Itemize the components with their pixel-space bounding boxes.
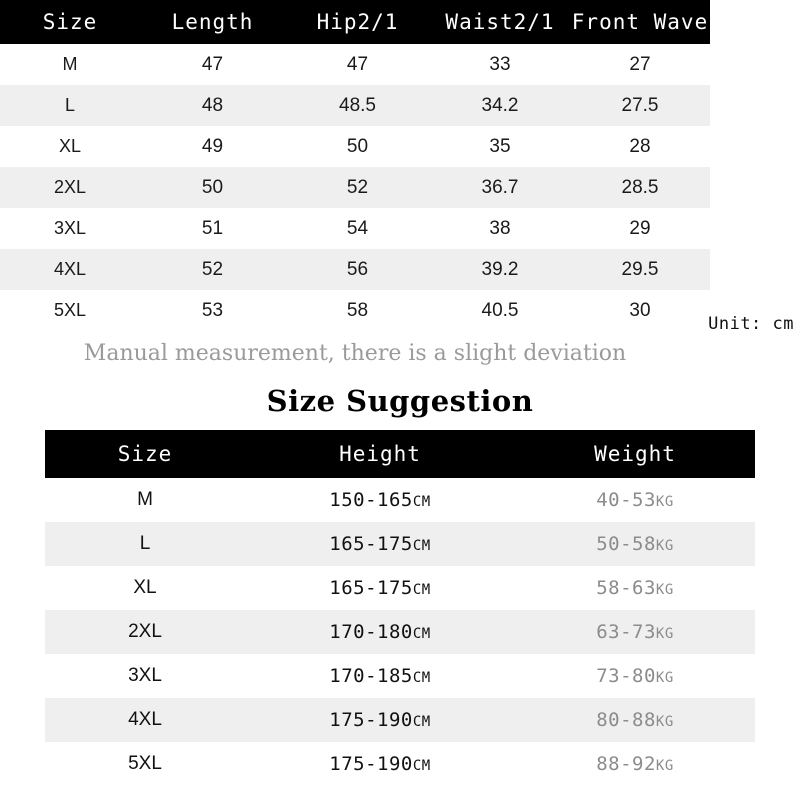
cell-waist: 38 [430,208,570,249]
cell-size: 4XL [45,698,245,742]
cell-waist: 34.2 [430,85,570,126]
cell-length: 52 [140,249,285,290]
cell-length: 50 [140,167,285,208]
height-value: 175-190 [329,709,413,731]
cell-waist: 33 [430,44,570,85]
table-row [45,654,755,698]
cell-waist: 39.2 [430,249,570,290]
cell-size: 3XL [0,208,140,249]
cell-hip: 47 [285,44,430,85]
column-header-height: Height [245,430,515,478]
cell-size: L [0,85,140,126]
column-header-hip: Hip2/1 [285,0,430,44]
weight-unit: KG [655,538,674,554]
height-unit: CM [412,538,431,554]
cell-size: XL [0,126,140,167]
height-value: 170-185 [329,665,413,687]
height-unit: CM [412,758,431,774]
size-table-header [0,0,710,44]
cell-size: 5XL [0,290,140,331]
table-row [45,698,755,742]
cell-weight [515,698,755,742]
column-header-waist: Waist2/1 [430,0,570,44]
page-title: Size Suggestion [266,384,534,418]
weight-value: 58-63 [596,577,656,599]
table-row [45,566,755,610]
size-suggestion-table [45,430,755,786]
cell-weight [515,478,755,522]
cell-height [245,654,515,698]
cell-height [245,742,515,786]
cell-hip: 52 [285,167,430,208]
size-measurements-table [0,0,710,331]
table-header-row [45,430,755,478]
cell-size: XL [45,566,245,610]
cell-front-wave: 29 [570,208,710,249]
cell-size: 4XL [0,249,140,290]
cell-weight [515,566,755,610]
cell-length: 48 [140,85,285,126]
cell-size: M [45,478,245,522]
weight-value: 50-58 [596,533,656,555]
cell-weight [515,610,755,654]
cell-length: 53 [140,290,285,331]
cell-front-wave: 28 [570,126,710,167]
table-row [0,167,710,208]
height-value: 170-180 [329,621,413,643]
weight-value: 88-92 [596,753,656,775]
cell-front-wave: 27 [570,44,710,85]
cell-size: 3XL [45,654,245,698]
cell-hip: 58 [285,290,430,331]
column-header-size: Size [45,430,245,478]
column-header-size: Size [0,0,140,44]
cell-length: 51 [140,208,285,249]
height-value: 150-165 [329,489,413,511]
column-header-weight: Weight [515,430,755,478]
cell-length: 49 [140,126,285,167]
height-unit: CM [412,494,431,510]
cell-front-wave: 30 [570,290,710,331]
cell-hip: 56 [285,249,430,290]
cell-size: 2XL [0,167,140,208]
table-row [45,742,755,786]
height-unit: CM [412,582,431,598]
weight-value: 63-73 [596,621,656,643]
column-header-front-wave: Front Wave [570,0,710,44]
cell-height [245,522,515,566]
table-row [0,249,710,290]
weight-unit: KG [655,582,674,598]
weight-unit: KG [655,494,674,510]
height-value: 165-175 [329,577,413,599]
table-header-row [0,0,710,44]
weight-unit: KG [655,714,674,730]
cell-weight [515,654,755,698]
suggestion-table-header [45,430,755,478]
height-unit: CM [412,626,431,642]
suggestion-table-body [45,478,755,786]
cell-waist: 35 [430,126,570,167]
cell-weight [515,522,755,566]
table-row [45,610,755,654]
cell-size: 5XL [45,742,245,786]
cell-waist: 36.7 [430,167,570,208]
cell-front-wave: 29.5 [570,249,710,290]
column-header-length: Length [140,0,285,44]
cell-size: L [45,522,245,566]
weight-unit: KG [655,626,674,642]
cell-hip: 48.5 [285,85,430,126]
height-unit: CM [412,670,431,686]
weight-value: 80-88 [596,709,656,731]
table-row [0,126,710,167]
cell-size: 2XL [45,610,245,654]
cell-height [245,566,515,610]
table-row [45,478,755,522]
cell-front-wave: 28.5 [570,167,710,208]
height-value: 175-190 [329,753,413,775]
cell-weight [515,742,755,786]
cell-front-wave: 27.5 [570,85,710,126]
size-table-body [0,44,710,331]
table-row [45,522,755,566]
table-row [0,85,710,126]
cell-hip: 54 [285,208,430,249]
table-row [0,290,710,331]
cell-waist: 40.5 [430,290,570,331]
height-value: 165-175 [329,533,413,555]
cell-size: M [0,44,140,85]
cell-hip: 50 [285,126,430,167]
measurement-note: Manual measurement, there is a slight deviation [83,341,627,366]
weight-value: 40-53 [596,489,656,511]
height-unit: CM [412,714,431,730]
table-row [0,208,710,249]
weight-unit: KG [655,670,674,686]
unit-label: Unit: cm [708,314,794,334]
table-row [0,44,710,85]
cell-height [245,478,515,522]
cell-length: 47 [140,44,285,85]
cell-height [245,610,515,654]
cell-height [245,698,515,742]
weight-unit: KG [655,758,674,774]
weight-value: 73-80 [596,665,656,687]
